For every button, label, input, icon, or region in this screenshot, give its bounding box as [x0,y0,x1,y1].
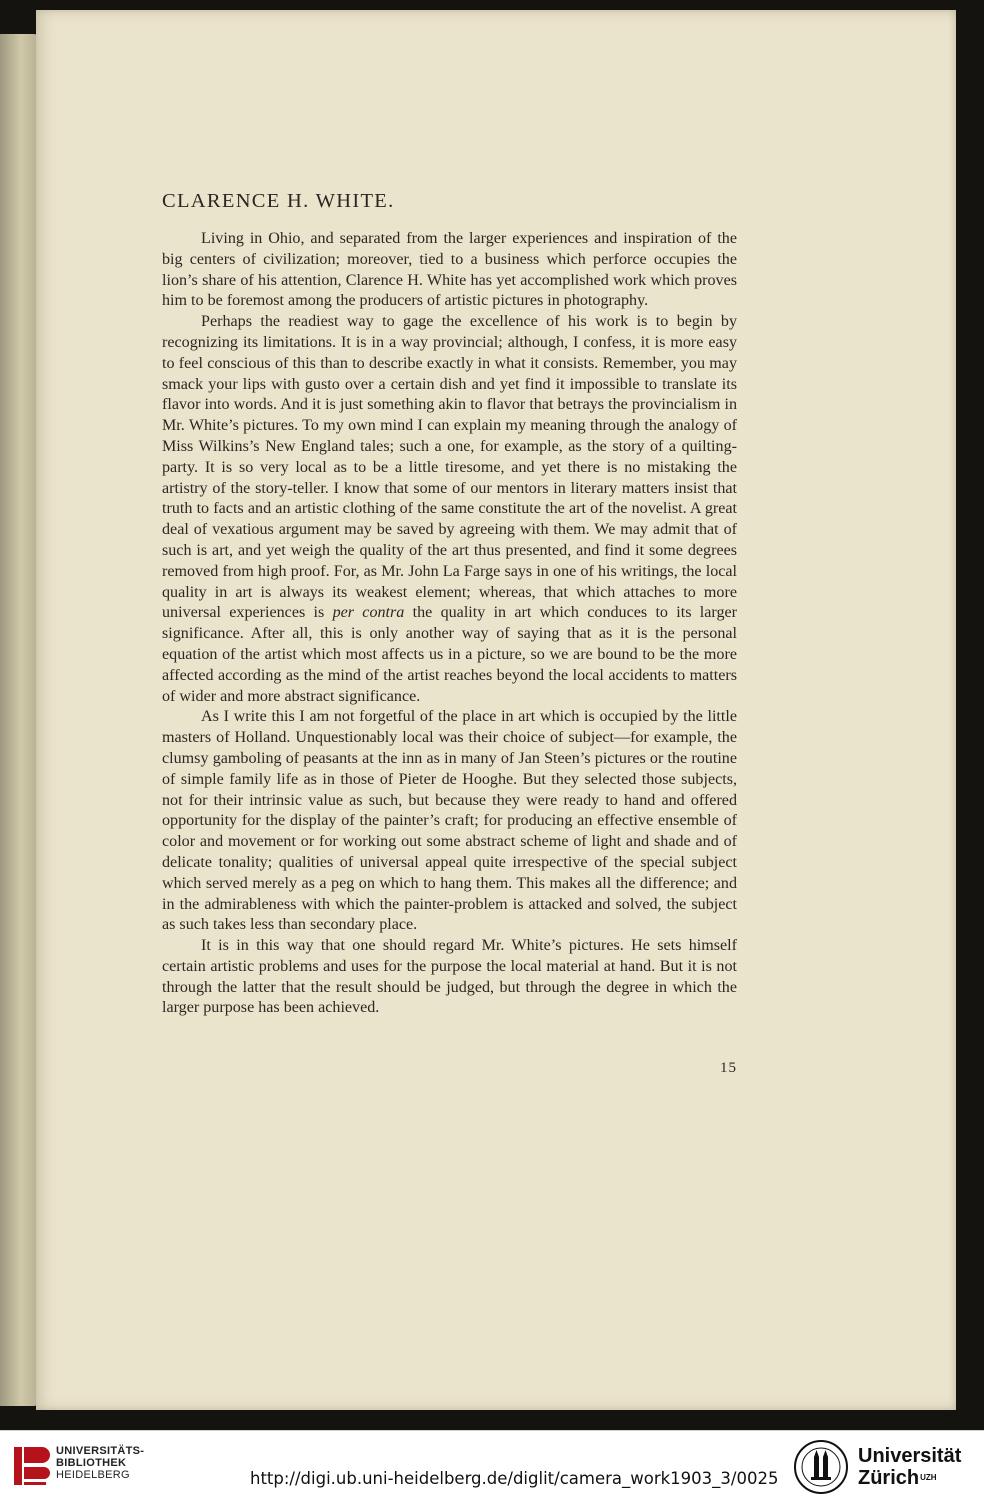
paragraph-text: Perhaps the readiest way to gage the excellence of his work is to begin by recognizing its limitations. It is in a way provincial; although, I confess, it is more easy to feel conscious of this than to describe exactly in what it consists. Remember, you may smack your lips with gusto over a certain dish and yet find it impossible to translate its flavor into words. And it is just something akin to flavor that betrays the provincialism in Mr. White’s pictures. To my own mind I can explain my meaning through the analogy of Miss Wilkins’s New England tales; such a one, for example, as the story of a quilting-party. It is so very local as to be a little tiresome, and yet there is no mistaking the artistry of the story-teller. I know that some of our mentors in literary matters insist that truth to facts and an artistic clothing of the same constitute the art of the novelist. A great deal of vexatious argument may be saved by agreeing with them. We may admit that of such is art, and yet weigh the quality of the art thus presented, and find it some degrees removed from high proof. For, as Mr. John La Farge says in one of his writings, the local quality in art is always its weakest element; whereas, that which attaches to more universal experiences is [162,313,737,622]
uzh-line1: Universität [858,1445,962,1467]
article-body [162,229,737,1019]
paragraph-text: It is in this way that one should regard Mr. White’s pictures. He sets himself certain artistic problems and uses for the purpose the local material at hand. But it is not through the latter that the result should be judged, but through the degree in which the larger purpose has been achieved. [162,937,737,1017]
library-name-line: BIBLIOTHEK [56,1457,127,1469]
heidelberg-library-logo-icon[interactable] [12,1441,50,1491]
body-paragraph [162,229,737,312]
page-number: 15 [720,1060,737,1076]
university-zurich-seal-icon[interactable] [793,1439,849,1495]
article-heading: CLARENCE H. WHITE. [162,190,395,212]
uzh-line2: Zürich$^{UZH}$ [858,1467,937,1489]
body-paragraph [162,936,737,1019]
library-name-line: HEIDELBERG [56,1469,130,1481]
permalink-url[interactable]: http://digi.ub.uni-heidelberg.de/diglit/camera_work1903_3/0025 [250,1469,779,1488]
body-paragraph [162,312,737,707]
previous-page-edge [0,34,38,1406]
library-name-line: UNIVERSITÄTS- [56,1445,145,1457]
library-name [56,1445,144,1481]
italic-phrase: per contra [332,604,405,622]
uzh-superscript: UZH [920,1473,937,1482]
paragraph-text: the quality in art which conduces to its larger significance. After all, this is only another way of saying that as it is the personal equation of the artist which most affects us in a picture, so we are bound to be the more affected according as the mind of the artist reaches beyond the local accidents to matters of wider and more abstract significance. [162,604,737,705]
university-zurich-wordmark [858,1445,961,1489]
paragraph-text: Living in Ohio, and separated from the larger experiences and inspiration of the big centers of civilization; moreover, tied to a business which perforce occupies the lion’s share of his attention, Clarence H. White has yet accomplished work which proves him to be foremost among the producers of artistic pictures in photography. [162,230,737,310]
viewer-footer [0,1430,984,1503]
paragraph-text: As I write this I am not forgetful of the place in art which is occupied by the little masters of Holland. Unquestionably local was their choice of subject—for example, the clumsy gamboling of peasants at the inn as in many of Jan Steen’s pictures or the routine of simple family life as in those of Pieter de Hooghe. But they selected those subjects, not for their intrinsic value as such, but because they were ready to hand and offered opportunity for the display of the painter’s craft; for producing an effective ensemble of color and movement or for working out some abstract scheme of light and shade and of delicate tonality; qualities of universal appeal quite irrespective of the special subject which served merely as a peg on which to hang them. This makes all the difference; and in the admirableness with which the painter-problem is attacked and solved, the subject as such takes less than secondary place. [162,708,737,934]
body-paragraph [162,707,737,936]
